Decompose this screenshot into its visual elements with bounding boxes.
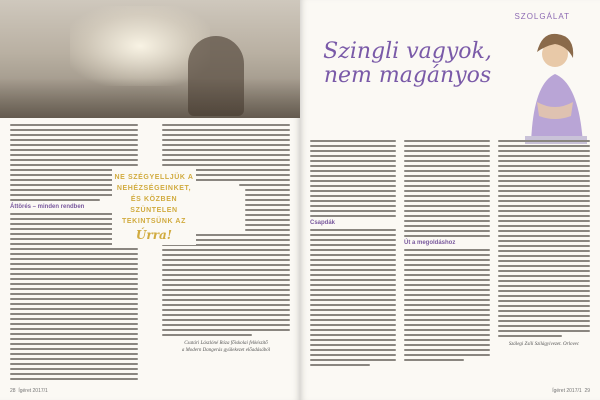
left-page-number-value: 28 — [10, 388, 16, 394]
left-columns — [10, 124, 290, 380]
right-column-3 — [498, 140, 590, 380]
title-line-1: Szingli vagyok, — [323, 39, 492, 64]
left-subheading: Áttörés – minden rendben — [10, 204, 85, 210]
right-column-2 — [404, 140, 490, 380]
left-page-number — [10, 388, 48, 394]
right-author: Szálegi Zsíli Szilágyivezet. Orlovec — [508, 342, 580, 347]
pull-quote — [112, 168, 196, 245]
left-footer-label: Ígéret 2017/1 — [18, 388, 48, 394]
byline-line-2: a Modern Dangerás gyülekezet előadásából — [181, 348, 271, 353]
section-label: SZOLGÁLAT — [514, 12, 570, 21]
left-column-2 — [162, 124, 290, 380]
right-footer-label: Ígéret 2017/1 — [552, 388, 582, 394]
right-subheading-2: Út a megoldáshoz — [404, 240, 456, 246]
byline-line-1: Csatári Lászlóné Róza főiskolai felkészítő — [184, 341, 268, 346]
header-photo — [0, 0, 300, 118]
right-subheading-1: Csapdák — [310, 220, 336, 226]
byline — [162, 340, 290, 354]
right-columns — [310, 140, 590, 380]
left-column-1 — [10, 124, 138, 380]
right-page — [300, 0, 600, 400]
right-column-1 — [310, 140, 396, 380]
title-line-2: nem magányos — [323, 63, 492, 88]
right-page-number — [552, 388, 590, 394]
pull-quote-text: NE SZÉGYELLJÜK A NEHÉZSÉGEINKET, ÉS KÖZBEN SZÜNTELEN TEKINTSÜNK AZ — [114, 174, 194, 225]
photo-shade — [0, 78, 300, 118]
article-title — [310, 40, 505, 88]
pull-quote-signature: Úrra! — [135, 228, 173, 242]
right-page-number-value: 29 — [584, 388, 590, 394]
